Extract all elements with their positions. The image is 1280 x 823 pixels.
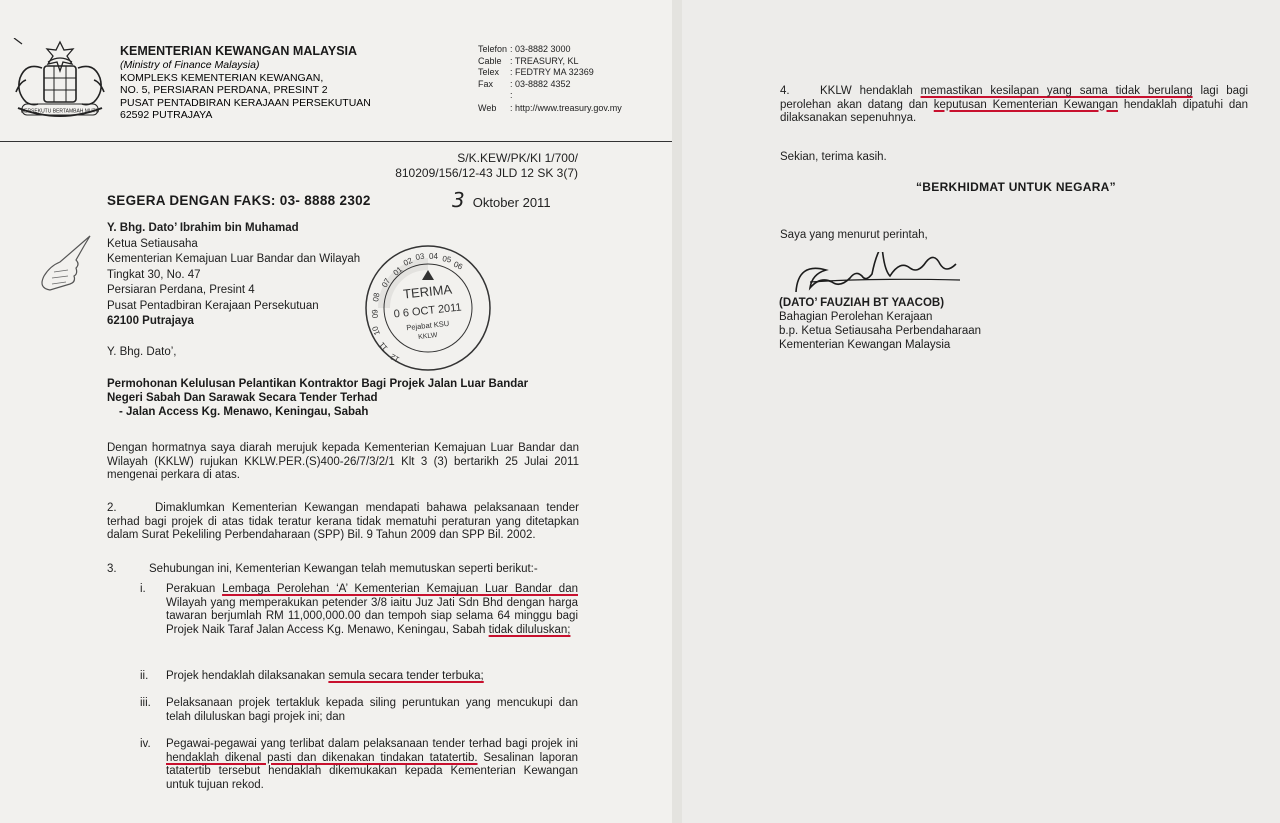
ministry-name-en: (Ministry of Finance Malaysia) xyxy=(120,59,260,71)
stamp-number: 02 xyxy=(402,255,414,268)
contact-row: : xyxy=(510,90,513,100)
recipient-line: Tingkat 30, No. 47 xyxy=(107,268,201,281)
stamp-date: 0 6 OCT 2011 xyxy=(393,301,463,321)
stamp-number: 12 xyxy=(388,351,401,365)
stamp-triangle-icon xyxy=(422,270,434,280)
decision-item-iii: iii. Pelaksanaan projek tertakluk kepada siling peruntukan yang mencukupi dan telah diluluskan bagi projek ini; dan xyxy=(140,697,578,723)
letter-page-2 xyxy=(682,0,1280,823)
address-line: PUSAT PENTADBIRAN KERAJAAN PERSEKUTUAN xyxy=(120,96,371,109)
stamp-number: 08 xyxy=(371,292,382,303)
decision-item-iv: iv. Pegawai-pegawai yang terlibat dalam pelaksanaan tender terhad bagi projek ini hendaklah dikenal pasti dan dikenakan tindakan tatatertib. Sesalinan laporan tatatertib tersebut hendaklah dikemukakan kepada Kementerian Kewangan untuk tujuan rekod. xyxy=(140,738,578,791)
stamp-number: 03 xyxy=(414,251,426,262)
stamp-number: 06 xyxy=(452,259,465,272)
recipient-postcode: 62100 Putrajaya xyxy=(107,315,194,327)
stamp-number: 07 xyxy=(379,276,393,289)
sign-line: Bahagian Perolehan Kerajaan xyxy=(779,311,933,323)
decision-item-i: i. Perakuan Lembaga Perolehan ‘A’ Kementerian Kemajuan Luar Bandar dan Wilayah yang memperakukan petender 3/8 iaitu Juz Jati Sdn Bhd dengan harga tawaran berjumlah RM 11,000,000.00 dan tempoh siap selama 64 minggu bagi Projek Naik Taraf Jalan Access Kg. Menawo, Keningau, Sabah tidak diluluskan; xyxy=(140,583,578,636)
letter-date: 3 Oktober 2011 xyxy=(452,188,551,212)
stamp-number: 09 xyxy=(370,308,380,319)
decision-item-ii: ii. Projek hendaklah dilaksanakan semula secara tender terbuka; xyxy=(140,670,484,682)
salutation: Y. Bhg. Dato’, xyxy=(107,346,177,358)
sign-line: Kementerian Kewangan Malaysia xyxy=(779,339,951,351)
stamp-word: TERIMA xyxy=(402,281,453,302)
contact-row: Telefon : 03-8882 3000 xyxy=(478,44,571,54)
contact-row: Web : http://www.treasury.gov.my xyxy=(478,102,622,113)
stamp-office: Pejabat KSU xyxy=(405,318,450,333)
recipient-block xyxy=(107,221,387,330)
subject: Permohonan Kelulusan Pelantikan Kontraktor Bagi Projek Jalan Luar Bandar Negeri Sabah Dan Sarawak Secara Tender Terhad - Jalan Access Kg. Menawo, Keningau, Sabah xyxy=(107,378,529,418)
recipient-line: Kementerian Kemajuan Luar Bandar dan Wilayah xyxy=(107,253,361,265)
contact-row: Cable : TREASURY, KL xyxy=(478,55,579,66)
crest-motto: BERSEKUTU BERTAMBAH MUTU xyxy=(20,108,100,115)
stamp-number: 05 xyxy=(441,254,452,265)
paragraph-3: 3. Sehubungan ini, Kementerian Kewangan telah memutuskan seperti berikut:- xyxy=(107,563,538,575)
signature-block xyxy=(779,296,981,352)
letterhead-divider xyxy=(0,141,672,142)
urgent-fax-note: SEGERA DENGAN FAKS: 03- 8888 2302 xyxy=(107,193,371,208)
signature xyxy=(786,252,986,302)
ministry-name: KEMENTERIAN KEWANGAN MALAYSIA xyxy=(120,44,358,58)
yours-faithfully: Saya yang menurut perintah, xyxy=(780,229,928,241)
stamp-dept: KKLW xyxy=(417,332,438,341)
closing-line: Sekian, terima kasih. xyxy=(780,151,887,163)
recipient-line: Pusat Pentadbiran Kerajaan Persekutuan xyxy=(107,299,319,312)
stamp-number: 04 xyxy=(429,252,438,261)
reference-number: S/K.KEW/PK/KI 1/700/ 810209/156/12-43 JLD 12 SK 3(7) xyxy=(395,151,578,180)
received-stamp xyxy=(356,244,500,372)
motto: “BERKHIDMAT UNTUK NEGARA” xyxy=(916,180,1116,194)
pointing-hand-icon xyxy=(30,232,94,294)
recipient-line: Persiaran Perdana, Presint 4 xyxy=(107,284,255,296)
paragraph-4: 4. KKLW hendaklah memastikan kesilapan yang sama tidak berulang lagi bagi perolehan akan datang dan keputusan Kementerian Kewangan hendaklah dipatuhi dan dilaksanakan sepenuhnya. xyxy=(780,85,1249,124)
contact-row: Telex : FEDTRY MA 32369 xyxy=(478,67,594,77)
letterhead-address xyxy=(120,44,440,122)
signatory-name: (DATO’ FAUZIAH BT YAACOB) xyxy=(779,297,945,309)
recipient-line: Ketua Setiausaha xyxy=(107,237,198,250)
contact-row: Fax : 03-8882 4352 xyxy=(478,78,571,89)
stamp-number: 01 xyxy=(391,264,405,278)
malaysia-crest-icon xyxy=(8,38,112,124)
stamp-number: 11 xyxy=(377,340,390,353)
sign-line: b.p. Ketua Setiausaha Perbendaharaan xyxy=(779,325,982,337)
paragraph-1: Dengan hormatnya saya diarah merujuk kepada Kementerian Kemajuan Luar Bandar dan Wilayah (KKLW) rujukan KKLW.PER.(S)400-26/7/3/2/1 Klt 3 (3) bertarikh 25 Julai 2011 mengenai perkara di atas. xyxy=(107,442,579,481)
paragraph-2: 2. Dimaklumkan Kementerian Kewangan mendapati bahawa pelaksanaan tender terhad bagi projek di atas tidak teratur kerana tidak mematuhi peraturan yang ditetapkan dalam Surat Pekeliling Perbendaharaan (SPP) Bil. 9 Tahun 2009 dan SPP Bil. 2002. xyxy=(107,502,579,541)
letterhead-contacts xyxy=(478,44,668,114)
address-line: 62592 PUTRAJAYA xyxy=(120,109,213,121)
page-gap xyxy=(672,0,682,823)
stamp-number: 10 xyxy=(370,324,382,337)
recipient-name: Y. Bhg. Dato’ Ibrahim bin Muhamad xyxy=(107,222,299,234)
address-line: KOMPLEKS KEMENTERIAN KEWANGAN, xyxy=(120,71,324,84)
address-line: NO. 5, PERSIARAN PERDANA, PRESINT 2 xyxy=(120,84,328,96)
